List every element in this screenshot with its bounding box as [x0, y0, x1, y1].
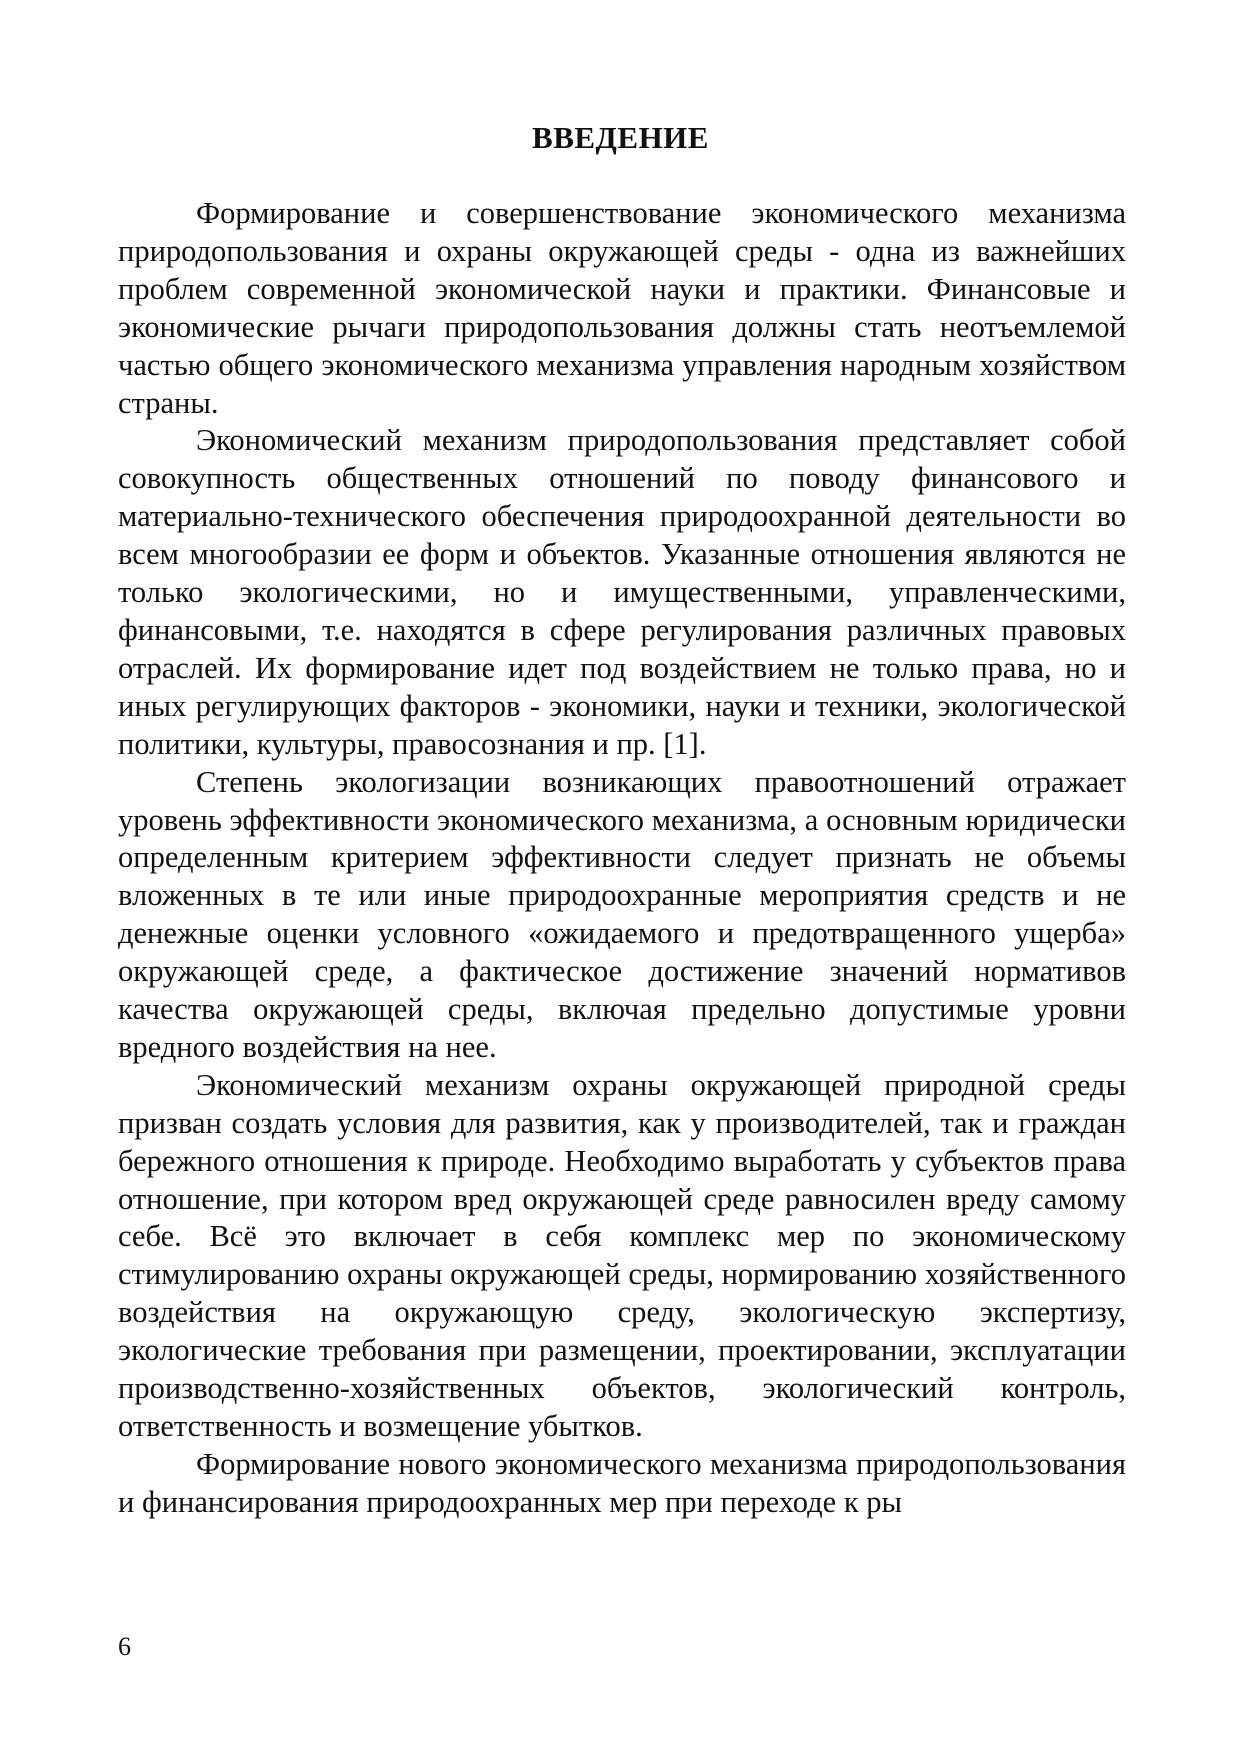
paragraph: Формирование нового экономического механизма природопользования и финансирования природоохранных мер при переходе к ры — [118, 1446, 1126, 1519]
page-title: ВВЕДЕНИЕ — [532, 120, 709, 155]
page-number: 6 — [118, 1632, 131, 1661]
paragraph: Степень экологизации возникающих правоотношений отражает уровень эффективности экономического механизма, а основным юридически определенным критерием эффективности следует признать не объемы вложенных в те или иные природоохранные мероприятия средств и не денежные оценки условного «ожидаемого и предотвращенного ущерба» окружающей среде, а фактическое достижение значений нормативов качества окружающей среды, включая предельно допустимые уровни вредного воздействия на нее. — [118, 764, 1126, 1064]
paragraph: Формирование и совершенствование экономического механизма природопользования и охраны окружающей среды - одна из важнейших проблем современной экономической науки и практики. Финансовые и экономические рычаги природопользования должны стать неотъемлемой частью общего экономического механизма управления народным хозяйством страны. — [118, 196, 1126, 420]
paragraph: Экономический механизм охраны окружающей природной среды призван создать условия для развития, как у производителей, так и граждан бережного отношения к природе. Необходимо выработать у субъектов права отношение, при котором вред окружающей среде равносилен вреду самому себе. Всё это включает в себя комплекс мер по экономическому стимулированию охраны окружающей среды, нормированию хозяйственного воздействия на окружающую среду, экологическую экспертизу, экологические требования при размещении, проектировании, эксплуатации производственно-хозяйственных объектов, экологический контроль, ответственность и возмещение убытков. — [118, 1067, 1126, 1443]
body-text — [118, 195, 1126, 1522]
paragraph: Экономический механизм природопользования представляет собой совокупность общественных отношений по поводу финансового и материально-технического обеспечения природоохранной деятельности во всем многообразии ее форм и объектов. Указанные отношения являются не только экологическими, но и имущественными, управленческими, финансовыми, т.е. находятся в сфере регулирования различных правовых отраслей. Их формирование идет под воздействием не только права, но и иных регулирующих факторов - экономики, науки и техники, экологической политики, культуры, правосознания и пр. [1]. — [118, 423, 1126, 761]
